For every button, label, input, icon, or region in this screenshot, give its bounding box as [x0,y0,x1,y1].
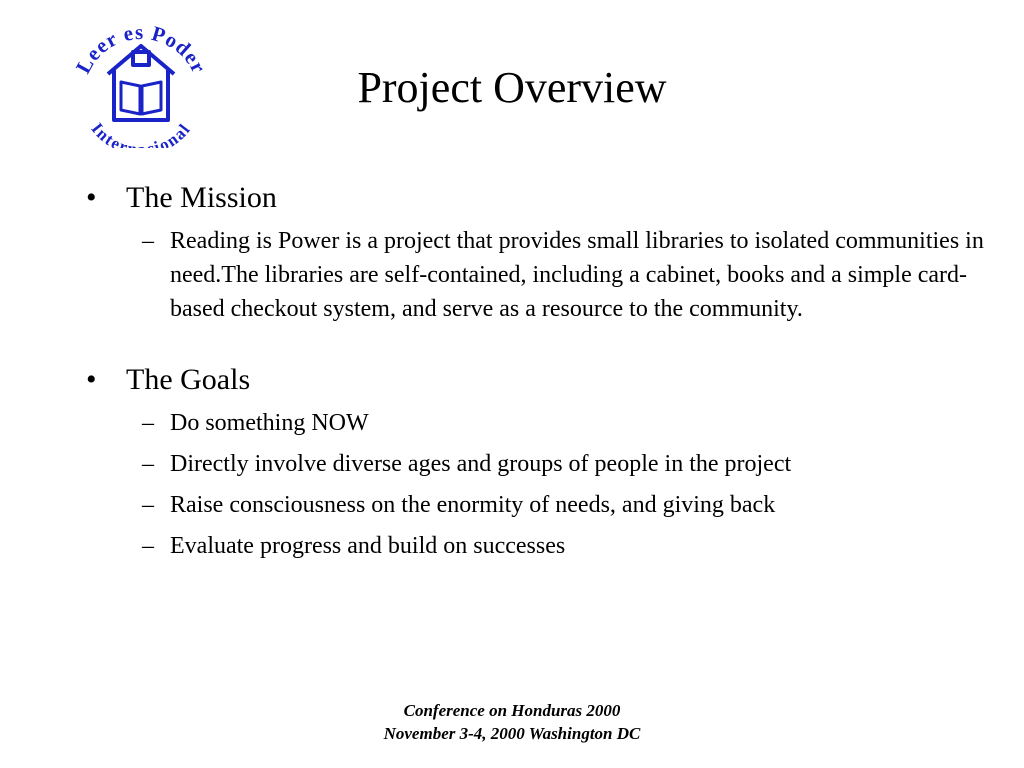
list-item-text: Do something NOW [170,410,369,436]
footer-line-1: Conference on Honduras 2000 [403,701,621,720]
sub-list [84,224,984,326]
dash-icon: – [142,410,154,436]
list-item-text: Directly involve diverse ages and groups of people in the project [170,451,792,477]
section-heading: The Goals [126,363,251,396]
list-item [84,529,984,563]
slide-content [84,178,984,597]
list-item-text: Reading is Power is a project that provides small libraries to isolated communities in need.The libraries are self-contained, including a cabinet, books and a simple card-based checkout system, and serve as a resource to the community. [170,228,984,322]
footer-line-2: November 3-4, 2000 Washington DC [383,724,641,743]
bullet-icon: • [86,363,97,396]
list-item [84,447,984,481]
list-item [84,488,984,522]
section-mission [84,178,984,326]
sub-list [84,406,984,563]
slide-footer [0,699,1024,745]
list-item-text: Raise consciousness on the enormity of needs, and giving back [170,492,776,518]
slide-title: Project Overview [357,63,667,112]
dash-icon: – [142,228,154,254]
section-heading: The Mission [126,181,277,214]
bullet-icon: • [86,181,97,214]
logo-bottom-text: Inter ional [87,119,195,148]
list-item [84,224,984,326]
dash-icon: – [142,492,154,518]
section-goals [84,360,984,563]
dash-icon: – [142,451,154,477]
dash-icon: – [142,533,154,559]
logo-top-text: Leer es Poder [70,22,212,78]
list-item-text: Evaluate progress and build on successes [170,533,566,559]
list-item [84,406,984,440]
